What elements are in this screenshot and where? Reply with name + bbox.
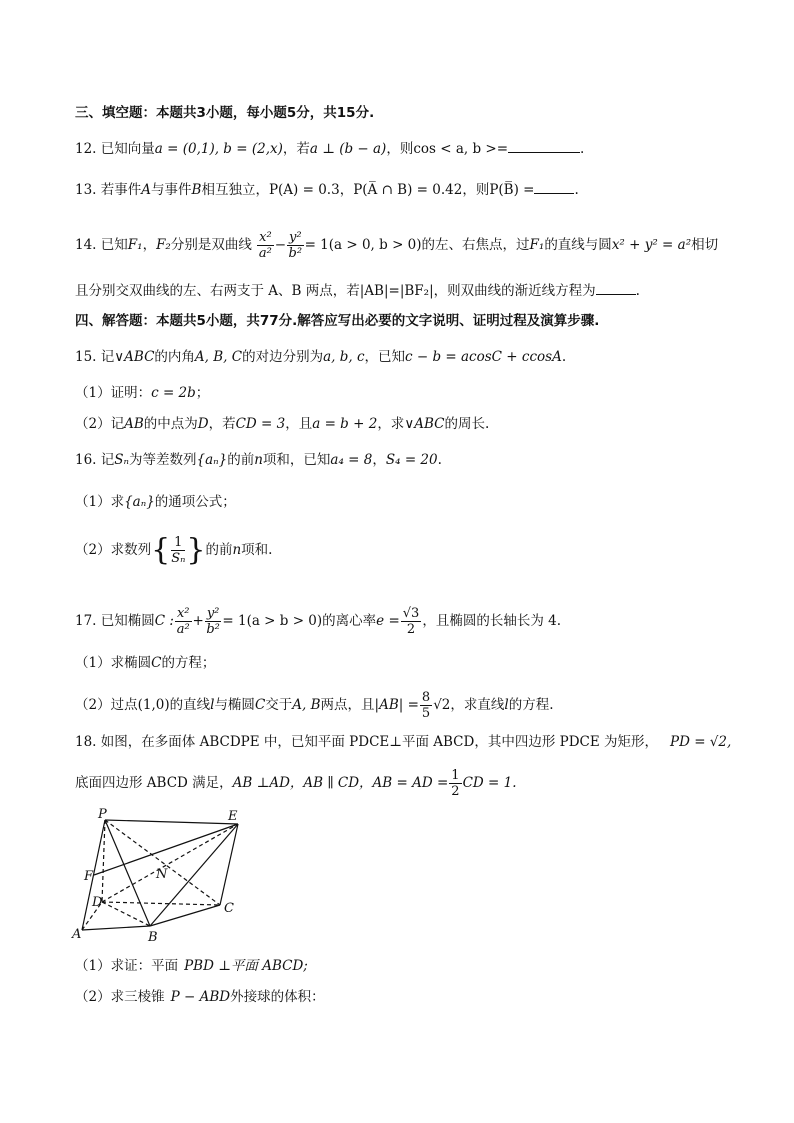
q17-e-fraction: $\frac{√3}{2}$ xyxy=(402,606,420,637)
edge-dc xyxy=(102,902,220,905)
q17-p2-text: 的方程. xyxy=(508,697,554,713)
q17-plus: + xyxy=(192,613,204,629)
edge-pb xyxy=(105,820,150,926)
q13-pa: P(A) = 0.3 xyxy=(268,182,340,198)
q16-text: 项和，已知 xyxy=(262,452,331,468)
q16-sn: Sₙ xyxy=(114,452,130,468)
q14-f1: F₁ xyxy=(127,237,143,253)
question-13 xyxy=(75,180,579,199)
q17-p2-ab: A, B xyxy=(292,697,321,713)
question-18-line-2 xyxy=(75,768,517,799)
label-e: E xyxy=(228,809,238,824)
q16-text: 的前 xyxy=(227,452,255,468)
q12-number: 12. xyxy=(75,141,97,157)
q17-p2-label: （2）过点 xyxy=(75,697,138,713)
q16-n: n xyxy=(254,452,263,468)
q14-circle: x² + y² = a² xyxy=(611,237,692,253)
q14-condition: = 1(a > 0, b > 0) xyxy=(304,237,422,253)
q15-condition: c − b = acosC + ccosA xyxy=(405,349,562,365)
q14-text: 相切 xyxy=(691,237,719,253)
q17-p2-abs: |AB| = xyxy=(374,697,419,713)
q17-text: 已知椭圆 xyxy=(100,613,155,629)
edge-ab xyxy=(82,926,150,930)
polyhedron-figure xyxy=(70,808,250,948)
q15-p2-cond: a = b + 2 xyxy=(312,416,378,432)
q15-p2-cd: CD = 3 xyxy=(235,416,286,432)
q13-p-intersection: P(A̅ ∩ B) = 0.42 xyxy=(353,182,463,198)
question-15 xyxy=(75,348,566,366)
q12-perp: a ⊥ (b − a) xyxy=(309,141,387,157)
question-17-part-1 xyxy=(75,654,215,672)
question-18-part-1 xyxy=(75,957,308,975)
label-a: A xyxy=(72,927,82,942)
q18-p2-text: 外接球的体积： xyxy=(230,989,325,1005)
q16-s4: S₄ = 20 xyxy=(385,452,438,468)
q16-text: 记 xyxy=(100,452,115,468)
q15-p1-math: c = 2b xyxy=(151,385,196,401)
q17-p2-l: l xyxy=(210,697,215,713)
q17-p2-point: (1,0) xyxy=(137,697,170,713)
q15-p2-text: 的周长. xyxy=(444,416,490,432)
q15-p2-text: 的中点为 xyxy=(143,416,198,432)
q13-text: ，则 xyxy=(462,182,490,198)
q18-fraction: $\frac{1}{2}$ xyxy=(451,768,460,799)
q13-text: 相互独立， xyxy=(201,182,269,198)
q16-p1-label: （1）求 xyxy=(75,494,125,510)
q18-pd: PD = √2, xyxy=(670,734,732,750)
q16-p2-text: 项和. xyxy=(241,542,273,558)
q12-text: 已知向量 xyxy=(100,141,155,157)
question-15-part-2 xyxy=(75,415,489,433)
q17-p1-c: C xyxy=(151,655,162,671)
q13-p-not-b: P(B̅) = xyxy=(489,182,535,198)
q14-text: 的直线与圆 xyxy=(544,237,612,253)
q14-fraction-x: $\frac{\text{x²}}{\text{a²}}$ xyxy=(258,230,272,261)
q17-p1-label: （1）求椭圆 xyxy=(75,655,152,671)
q17-p2-text: 的直线 xyxy=(169,697,211,713)
q15-p2-ab: AB xyxy=(124,416,144,432)
q17-p2-l2: l xyxy=(504,697,509,713)
q15-p2-text: ，若 xyxy=(208,416,236,432)
q14-answer-blank xyxy=(596,281,636,295)
q17-fraction-x: $\frac{\text{x²}}{\text{a²}}$ xyxy=(176,606,190,637)
q17-text: ，且椭圆的长轴长为 4. xyxy=(422,613,561,629)
q15-p2-text: ，且 xyxy=(285,416,313,432)
q13-sep: ， xyxy=(339,182,354,198)
q12-text: ，则 xyxy=(386,141,414,157)
label-f: F xyxy=(84,869,94,884)
q16-p2-label: （2）求数列 xyxy=(75,542,152,558)
q14-f1b: F₁ xyxy=(529,237,545,253)
right-brace: } xyxy=(186,532,206,568)
q16-p2-n: n xyxy=(232,542,242,558)
q17-p2-text: ，求直线 xyxy=(450,697,505,713)
q14-text: 的左、右焦点，过 xyxy=(421,237,530,253)
q14-fraction-y: $\frac{\text{y²}}{\text{b²}}$ xyxy=(288,230,303,261)
q14-sep: ， xyxy=(142,237,157,253)
edge-pc xyxy=(105,820,220,905)
section-4-title: 四、解答题：本题共5小题，共77分.解答应写出必要的文字说明、证明过程及演算步骤. xyxy=(75,313,600,329)
q16-a4: a₄ = 8 xyxy=(330,452,373,468)
q16-p1-math: {aₙ} xyxy=(124,494,155,510)
q16-text: 为等差数列 xyxy=(129,452,197,468)
label-n: N xyxy=(156,867,168,882)
q15-p2-label: （2）记 xyxy=(75,416,125,432)
q17-p2-text: 两点，且 xyxy=(320,697,375,713)
label-d: D xyxy=(92,895,103,910)
question-18-part-2 xyxy=(75,988,325,1006)
question-16 xyxy=(75,451,442,469)
label-p: P xyxy=(98,808,107,822)
q18-line1: 如图，在多面体 ABCDPE 中，已知平面 PDCE⊥平面 ABCD，其中四边形 PDCE 为矩形， xyxy=(100,734,658,750)
q13-period: . xyxy=(574,182,579,198)
q15-number: 15. xyxy=(75,349,97,365)
q13-event-b: B xyxy=(191,182,202,198)
question-16-part-2 xyxy=(75,532,273,568)
q12-period: . xyxy=(580,141,585,157)
section-3-title: 三、填空题：本题共3小题，每小题5分，共15分. xyxy=(75,105,375,121)
edge-pe xyxy=(105,820,238,824)
question-14-line-2 xyxy=(75,281,640,300)
q15-p2-triangle: ∨ABC xyxy=(404,416,445,432)
q17-p2-text: 与椭圆 xyxy=(214,697,255,713)
edge-bc xyxy=(150,905,220,926)
label-c: C xyxy=(224,901,234,916)
q15-text: 记 xyxy=(100,349,115,365)
q17-c: C : xyxy=(154,613,174,629)
q17-p1-text: 的方程； xyxy=(161,655,216,671)
q16-period: . xyxy=(437,452,442,468)
q17-p2-text: 交于 xyxy=(265,697,293,713)
edge-de xyxy=(102,824,238,902)
q15-p2-d: D xyxy=(197,416,209,432)
q18-p2-label: （2）求三棱锥 xyxy=(75,989,165,1005)
q17-p2-c: C xyxy=(254,697,266,713)
left-brace: { xyxy=(151,532,171,568)
q16-p2-text: 的前 xyxy=(205,542,233,558)
q12-answer-blank xyxy=(508,139,580,153)
q16-sep: ， xyxy=(372,452,386,468)
q17-fraction-y: $\frac{\text{y²}}{\text{b²}}$ xyxy=(206,606,220,637)
q14-minus: − xyxy=(274,237,286,253)
q13-number: 13. xyxy=(75,182,97,198)
q18-line2b: AB ⊥AD，AB ∥ CD，AB = AD = xyxy=(232,775,449,791)
q14-period: . xyxy=(635,283,640,299)
q18-p2-math: P − ABD xyxy=(170,989,231,1005)
q14-number: 14. xyxy=(75,237,97,253)
q17-e: e = xyxy=(376,613,400,629)
q15-sides: a, b, c xyxy=(323,349,365,365)
q13-event-a: A xyxy=(141,182,152,198)
q13-answer-blank xyxy=(534,180,574,194)
question-14 xyxy=(75,230,718,261)
q18-number: 18. xyxy=(75,734,97,750)
edge-db xyxy=(102,902,150,926)
q17-p2-sqrt: √2 xyxy=(433,697,451,713)
q15-p1-end: ； xyxy=(195,385,210,401)
q17-condition: = 1(a > b > 0) xyxy=(222,613,323,629)
q14-text: 分别是双曲线 xyxy=(170,237,252,253)
question-18 xyxy=(75,733,731,751)
question-12 xyxy=(75,139,584,158)
question-15-part-1 xyxy=(75,384,209,402)
q16-sequence: {aₙ} xyxy=(196,452,228,468)
q17-p2-fraction: $\frac{8}{5}$ xyxy=(421,690,431,721)
q12-vectors: a = (0,1), b = (2,x) xyxy=(154,141,283,157)
q18-line2c: CD = 1. xyxy=(462,775,517,791)
q14-text: 已知 xyxy=(100,237,128,253)
q15-text: 的对边分别为 xyxy=(242,349,324,365)
q12-cos: cos < a, b >= xyxy=(413,141,509,157)
q18-line2a: 底面四边形 ABCD 满足， xyxy=(75,775,233,791)
q15-text: ，已知 xyxy=(364,349,406,365)
q16-number: 16. xyxy=(75,452,97,468)
q17-number: 17. xyxy=(75,613,97,629)
q15-text: 的内角 xyxy=(154,349,195,365)
q15-p2-text: ，求 xyxy=(377,416,405,432)
q15-p1-label: （1）证明： xyxy=(75,385,152,401)
question-16-part-1 xyxy=(75,493,236,511)
q18-p1-label: （1）求证：平面 xyxy=(75,958,179,974)
question-17 xyxy=(75,606,561,637)
q17-text: 的离心率 xyxy=(322,613,377,629)
label-b: B xyxy=(148,930,158,945)
q15-angles: A, B, C xyxy=(194,349,243,365)
q15-triangle: ∨ABC xyxy=(114,349,155,365)
q13-text: 与事件 xyxy=(151,182,192,198)
edge-ec xyxy=(220,824,238,905)
question-17-part-2 xyxy=(75,690,554,721)
q16-p2-fraction: $\frac{1}{\text{Sₙ}}$ xyxy=(171,535,186,566)
q14-f2: F₂ xyxy=(156,237,171,253)
q13-text: 若事件 xyxy=(100,182,142,198)
q16-p1-text: 的通项公式； xyxy=(154,494,236,510)
q14-line2-text: 且分别交双曲线的左、右两支于 A、B 两点，若|AB|=|BF₂|，则双曲线的渐近线方程为 xyxy=(75,283,596,299)
q12-text: ，若 xyxy=(282,141,310,157)
q18-p1-math: PBD ⊥平面 ABCD; xyxy=(184,958,308,974)
q15-period: . xyxy=(561,349,567,365)
